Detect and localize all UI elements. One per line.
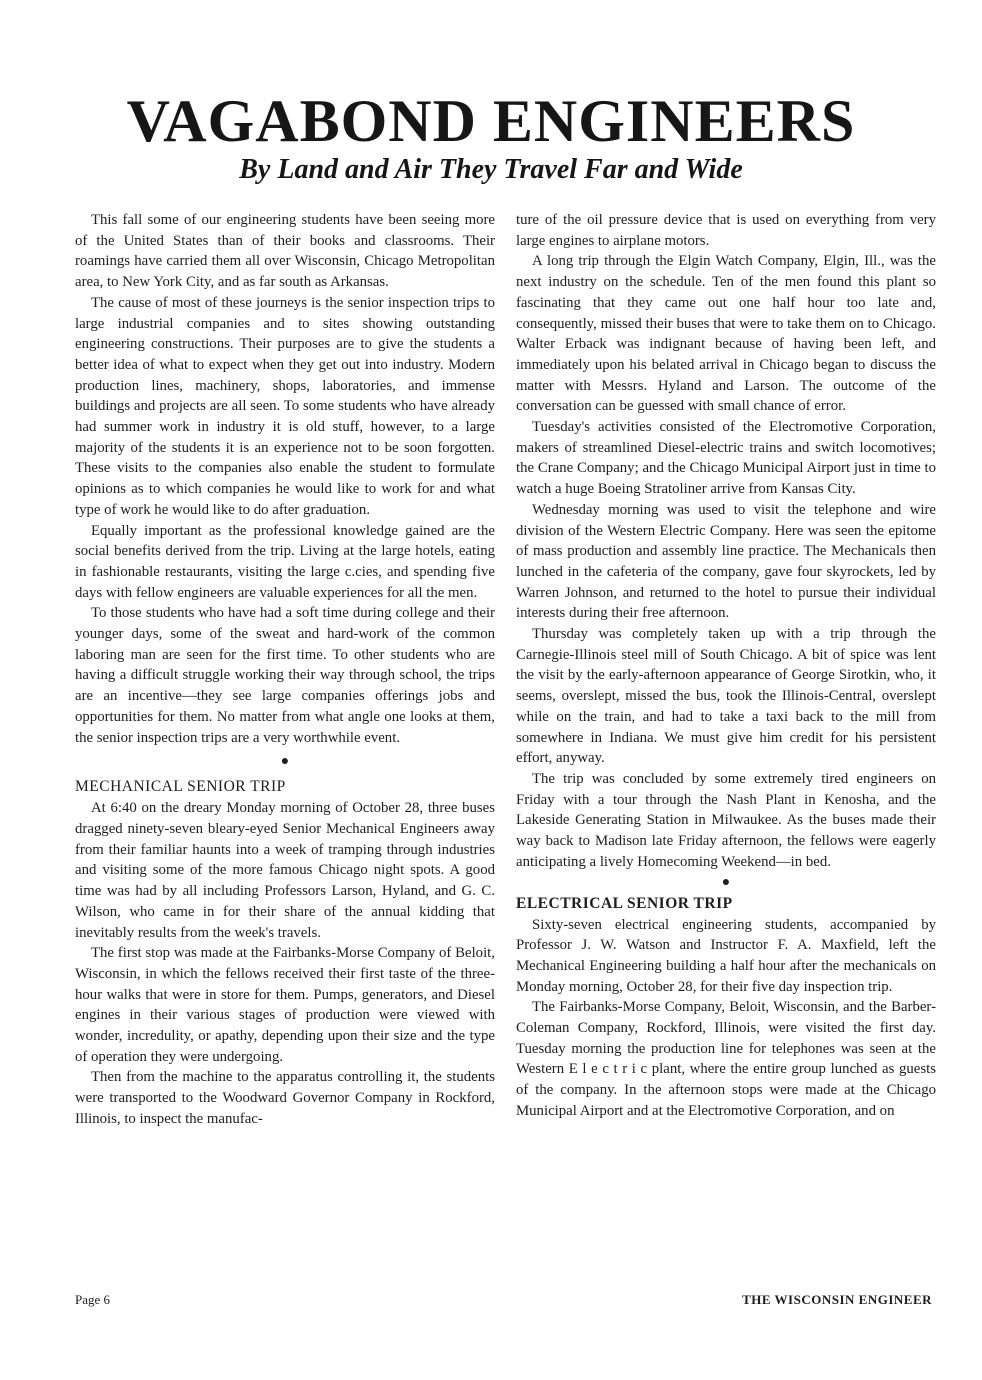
publication-name: THE WISCONSIN ENGINEER	[742, 1292, 932, 1307]
intro-paragraph: The cause of most of these journeys is the senior inspection trips to large industrial companies and to sites showing outstanding engineering constructions. Their purposes are to give the students a better idea of what to expect when they get out into industry. Modern production lines, machinery, shops, laboratories, and immense buildings and projects are all seen. To some students who have already had summer work in industry it is old stuff, however, to a large majority of the students it is an experience not to be soon forgotten. These visits to the companies also enable the student to formulate opinions as to which companies he would like to work for and what type of work he would like to do after graduation.	[75, 294, 495, 518]
body-paragraph: A long trip through the Elgin Watch Company, Elgin, Ill., was the next industry on the schedule. Ten of the men found this plant so fascinating that they came out one half hour too late and, consequently, missed their buses that were to take them on to Chicago. Walter Erback was indignant because of having been left, and immediately upon his belated arrival in Chicago began to discuss the matter with Messrs. Hyland and Larson. The outcome of the conversation can be guessed with small chance of error.	[516, 253, 936, 415]
body-paragraph: Sixty-seven electrical engineering students, accompanied by Professor J. W. Watson and Instructor F. A. Maxfield, left the Mechanical Engineering building a half hour after the mechanicals on Monday morning, October 28, for their five day inspection trip.	[516, 916, 936, 995]
body-paragraph: At 6:40 on the dreary Monday morning of October 28, three buses dragged ninety-seven bleary-eyed Senior Mechanical Engineers away from their familiar haunts into a week of tramping through industries and visiting some of the more famous Chicago night spots. A good time was had by all including Professors Larson, Hyland, and G. C. Wilson, who came in for their share of the annual kidding that inevitably results from the week's travels.	[75, 800, 495, 941]
body-paragraph: Thursday was completely taken up with a trip through the Carnegie-Illinois steel mill of South Chicago. A bit of spice was lent the visit by the early-afternoon appearance of George Sirotkin, who, it seems, overslept, missed the bus, took the Illinois-Central, overslept while on the train, and had to take a taxi back to the mill from somewhere in Indiana. We must give him credit for his persistent effort, anyway.	[516, 626, 936, 767]
section-divider-bullet: ●	[280, 754, 290, 770]
body-paragraph: The Fairbanks-Morse Company, Beloit, Wisconsin, and the Barber-Coleman Company, Rockford, Illinois, were visited the first day. Tuesday morning the production line for telephones was seen at the Western E l e c t r i c plant, where the entire group lunched as guests of the company. In the afternoon stops were made at the Chicago Municipal Airport and at the Electromotive Corporation, and on	[516, 999, 936, 1119]
article-subtitle: By Land and Air They Travel Far and Wide	[239, 154, 743, 185]
body-paragraph: Tuesday's activities consisted of the Electromotive Corporation, makers of streamlined Diesel-electric trains and switch locomotives; the Crane Company; and the Chicago Municipal Airport just in time to watch a huge Boeing Stratoliner arrive from Kansas City.	[516, 419, 936, 498]
body-paragraph: The first stop was made at the Fairbanks-Morse Company of Beloit, Wisconsin, in which the fellows received their first taste of the three-hour walks that were in store for them. Pumps, generators, and Diesel engines in their various stages of production were viewed with wonder, incredulity, or apathy, depending upon their size and the type of operation they were undergoing.	[75, 945, 495, 1065]
body-paragraph: Then from the machine to the apparatus controlling it, the students were transported to the Woodward Governor Company in Rockford, Illinois, to inspect the manufac-	[75, 1069, 495, 1127]
section-divider-bullet: ●	[721, 874, 731, 890]
right-column	[516, 210, 936, 1122]
intro-paragraph: Equally important as the professional knowledge gained are the social benefits derived from the trip. Living at the large hotels, eating in fashionable restaurants, visiting the large c.cies, and spending five days with fellow engineers are valuable experiences for all the men.	[75, 522, 495, 601]
section-heading-electrical: ELECTRICAL SENIOR TRIP	[516, 894, 733, 912]
body-paragraph: The trip was concluded by some extremely tired engineers on Friday with a tour through the Nash Plant in Kenosha, and the Lakeside Generating Station in Milwaukee. As the buses made their way back to Madison late Friday afternoon, the fellows were eagerly anticipating a lively Homecoming Weekend—in bed.	[516, 770, 936, 870]
article-title: VAGABOND ENGINEERS	[126, 88, 856, 154]
section-heading-mechanical: MECHANICAL SENIOR TRIP	[75, 778, 286, 796]
left-column	[75, 210, 495, 1130]
intro-paragraph: This fall some of our engineering students have been seeing more of the United States than of their books and classrooms. Their roamings have carried them all over Wisconsin, Chicago Metropolitan area, to New York City, and as far south as Arkansas.	[75, 212, 495, 291]
body-paragraph-continued: ture of the oil pressure device that is used on everything from very large engines to airplane motors.	[516, 212, 936, 249]
page-number: Page 6	[75, 1292, 111, 1307]
intro-paragraph: To those students who have had a soft time during college and their younger days, some of the sweat and hard-work of the common laboring man are seen for the first time. To other students who are having a difficult struggle working their way through school, the trips are an incentive—they see large companies offerings jobs and opportunities for them. No matter from what angle one looks at them, the senior inspection trips are a very worthwhile event.	[75, 605, 495, 746]
body-paragraph: Wednesday morning was used to visit the telephone and wire division of the Western Electric Company. Here was seen the epitome of mass production and assembly line practice. The Mechanicals then lunched in the cafeteria of the company, gave four skyrockets, led by Warren Johnson, and returned to the hotel to pursue their individual interests during their free afternoon.	[516, 501, 936, 622]
